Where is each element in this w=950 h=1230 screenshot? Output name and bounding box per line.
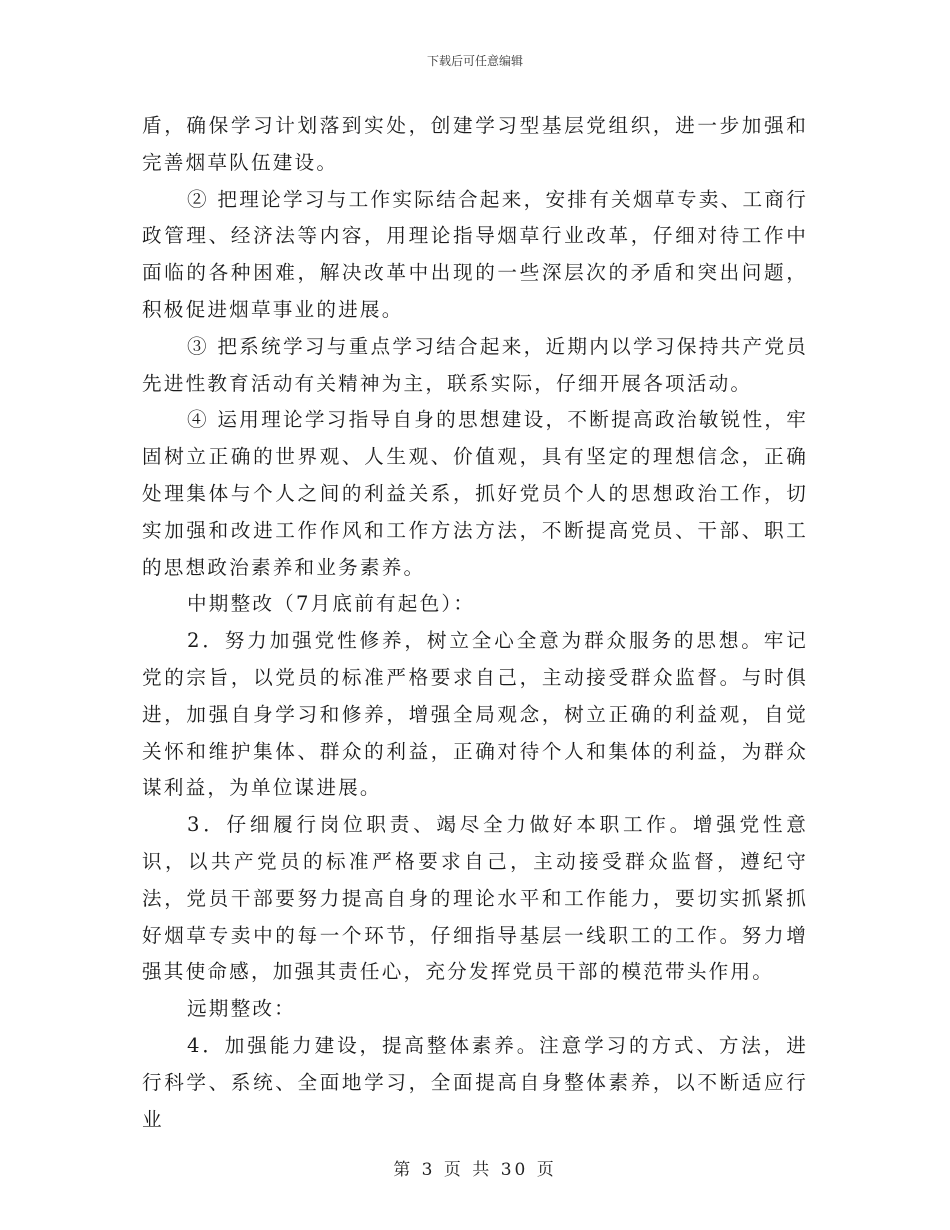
- paragraph-item-3-circle: ③ 把系统学习与重点学习结合起来，近期内以学习保持共产党员先进性教育活动有关精神为主，联系实际，仔细开展各项活动。: [142, 334, 808, 395]
- paragraph-item-2: 2．努力加强党性修养，树立全心全意为群众服务的思想。牢记党的宗旨，以党员的标准严格要求自己，主动接受群众监督。与时俱进，加强自身学习和修养，增强全局观念，树立正确的利益观，自觉关怀和维护集体、群众的利益，正确对待个人和集体的利益，为群众谋利益，为单位谋进展。: [142, 629, 808, 800]
- section-heading-longterm: 远期整改：: [187, 997, 296, 1021]
- paragraph-item-2-circle: ② 把理论学习与工作实际结合起来，安排有关烟草专卖、工商行政管理、经济法等内容，用理论指导烟草行业改革，仔细对待工作中面临的各种困难，解决改革中出现的一些深层次的矛盾和突出问题，积极促进烟草事业的进展。: [142, 187, 808, 321]
- section-heading-midterm: 中期整改（7月底前有起色）：: [187, 592, 476, 616]
- paragraph-item-4-circle: ④ 运用理论学习指导自身的思想建设，不断提高政治敏锐性，牢固树立正确的世界观、人生观、价值观，具有坚定的理想信念，正确处理集体与个人之间的利益关系，抓好党员个人的思想政治工作，切实加强和改进工作作风和工作方法方法，不断提高党员、干部、职工的思想政治素养和业务素养。: [142, 408, 808, 579]
- page-header: 下载后可任意编辑: [426, 54, 523, 68]
- paragraph-continuation: 盾，确保学习计划落到实处，创建学习型基层党组织，进一步加强和完善烟草队伍建设。: [142, 114, 808, 174]
- paragraph-item-3: 3．仔细履行岗位职责、竭尽全力做好本职工作。增强党性意识，以共产党员的标准严格要求自己，主动接受群众监督，遵纪守法，党员干部要努力提高自身的理论水平和工作能力，要切实抓紧抓好烟草专卖中的每一个环节，仔细指导基层一线职工的工作。努力增强其使命感，加强其责任心，充分发挥党员干部的模范带头作用。: [142, 813, 808, 984]
- page-number: 第 3 页 共 30 页: [393, 1160, 557, 1180]
- paragraph-item-4: 4．加强能力建设，提高整体素养。注意学习的方式、方法，进行科学、系统、全面地学习，全面提高自身整体素养，以不断适应行业: [142, 1033, 808, 1131]
- document-body: [142, 108, 808, 1138]
